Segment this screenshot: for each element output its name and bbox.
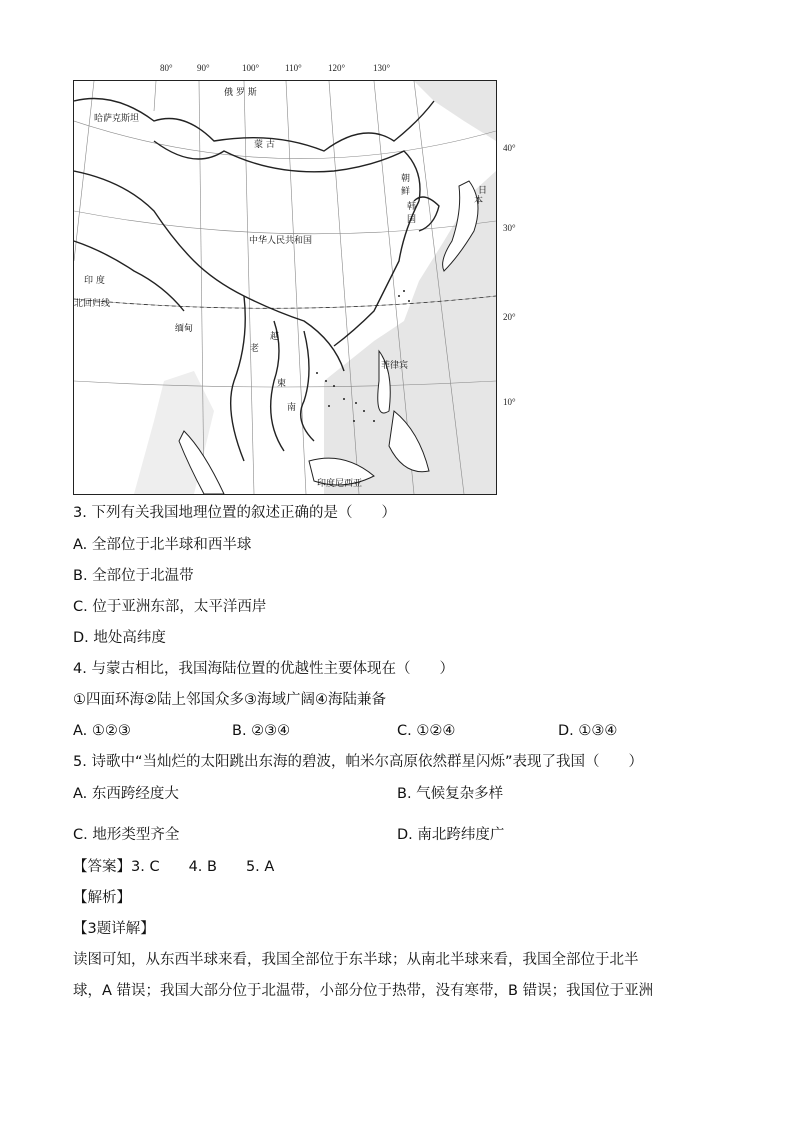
label-japan-2: 本 [474,196,484,206]
label-korea-1: 韩 [407,202,417,212]
label-japan-1: 日 [478,186,488,196]
label-laos: 老 [250,344,260,354]
q4-option-c: C. ①②④ [397,723,456,739]
label-tropic: 北回归线 [74,299,111,309]
explanation-line-2: 球，A 错误；我国大部分位于北温带，小部分位于热带，没有寒带，B 错误；我国位于亚洲 [73,983,654,999]
label-russia: 俄 罗 斯 [224,88,257,98]
lat-tick-10: 10° [503,397,516,407]
asia-map [73,80,497,495]
lon-tick-110: 110° [285,63,302,73]
label-cambodia: 柬 [277,379,287,389]
label-philippines: 菲律宾 [381,361,409,371]
q4-items: ①四面环海②陆上邻国众多③海域广阔④海陆兼备 [73,692,386,708]
label-vietnam-1: 越 [270,332,280,342]
label-korea-2: 国 [407,215,417,225]
lon-tick-130: 130° [373,63,391,73]
q5-option-d: D. 南北跨纬度广 [397,827,505,843]
explanation-line-1: 读图可知，从东西半球来看，我国全部位于东半球；从南北半球来看，我国全部位于北半 [73,952,639,968]
q3-option-b: B. 全部位于北温带 [73,568,194,584]
label-india: 印 度 [84,276,105,286]
answer-line: 【答案】3. C 4. B 5. A [73,859,275,875]
q4-option-b: B. ②③④ [232,723,291,739]
lat-tick-40: 40° [503,143,516,153]
label-myanmar: 缅甸 [175,324,194,334]
q5-stem: 5. 诗歌中“当灿烂的太阳跳出东海的碧波，帕米尔高原依然群星闪烁”表现了我国（ ） [73,754,643,770]
lon-tick-80: 80° [160,63,173,73]
q5-option-c: C. 地形类型齐全 [73,827,180,843]
label-nk-2: 鲜 [401,187,411,197]
q4-option-d: D. ①③④ [558,723,618,739]
q3-option-c: C. 位于亚洲东部，太平洋西岸 [73,599,267,615]
q4-stem: 4. 与蒙古相比，我国海陆位置的优越性主要体现在（ ） [73,661,454,677]
q3-detail-heading: 【3题详解】 [73,921,155,937]
q5-option-b: B. 气候复杂多样 [397,786,504,802]
q5-option-a: A. 东西跨经度大 [73,786,179,802]
label-vietnam-2: 南 [287,403,297,413]
q3-option-a: A. 全部位于北半球和西半球 [73,537,252,553]
label-mongolia: 蒙 古 [254,140,275,150]
label-indonesia: 印度尼西亚 [317,479,363,489]
q4-option-a: A. ①②③ [73,723,131,739]
lon-tick-120: 120° [328,63,346,73]
lat-tick-20: 20° [503,312,516,322]
q3-option-d: D. 地处高纬度 [73,630,166,646]
lat-tick-30: 30° [503,223,516,233]
label-china: 中华人民共和国 [249,236,313,246]
lon-tick-100: 100° [242,63,260,73]
lon-tick-90: 90° [197,63,210,73]
q3-stem: 3. 下列有关我国地理位置的叙述正确的是（ ） [73,505,396,521]
analysis-heading: 【解析】 [73,890,131,906]
label-kazakhstan: 哈萨克斯坦 [94,114,140,124]
label-nk-1: 朝 [401,174,411,184]
